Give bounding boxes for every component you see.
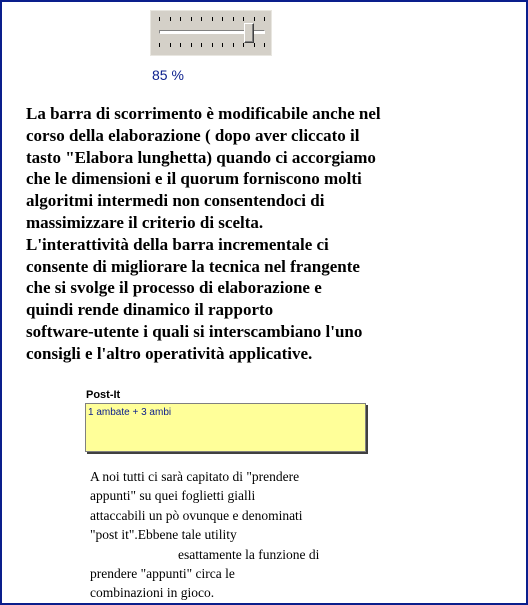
slider-tick: [191, 17, 192, 21]
postit-explanation-text: [90, 467, 380, 603]
description-line: consente di migliorare la tecnica nel frangente: [26, 256, 360, 276]
slider-tick: [180, 17, 181, 21]
note-line: prendere "appunti" circa le: [90, 566, 235, 582]
description-line: La barra di scorrimento è modificabile anche nel: [26, 104, 381, 123]
slider-ticks-top: [159, 17, 265, 21]
slider-tick: [170, 43, 171, 47]
description-line: corso della elaborazione ( dopo aver cliccato il: [26, 125, 360, 145]
slider-tick: [243, 43, 244, 47]
description-line: massimizzare il criterio di scelta.: [26, 212, 264, 232]
description-line: che le dimensioni e il quorum forniscono molti: [26, 169, 362, 189]
note-line: "post it".Ebbene tale utility: [90, 527, 237, 543]
slider-tick: [233, 17, 234, 21]
slider-tick: [191, 43, 192, 47]
slider-tick: [201, 17, 202, 21]
note-line: A noi tutti ci sarà capitato di "prendere: [90, 469, 300, 484]
description-line: quindi rende dinamico il rapporto: [26, 300, 274, 320]
slider-tick: [222, 43, 223, 47]
note-line: combinazioni in gioco.: [90, 585, 215, 601]
description-line: algoritmi intermedi non consentendoci di: [26, 191, 325, 211]
slider-percent-label: 85 %: [152, 67, 184, 83]
postit-textarea[interactable]: 1 ambate + 3 ambi: [85, 403, 366, 452]
slider-tick: [264, 43, 265, 47]
slider-tick: [212, 43, 213, 47]
slider-tick: [233, 43, 234, 47]
slider-tick: [243, 17, 244, 21]
slider-tick: [170, 17, 171, 21]
slider-tick: [254, 17, 255, 21]
slider-thumb[interactable]: [244, 23, 254, 43]
slider-ticks-bottom: [159, 43, 265, 47]
slider-tick: [201, 43, 202, 47]
description-text: [26, 103, 446, 365]
description-line: consigli e l'altro operatività applicative.: [26, 343, 313, 363]
description-line: L'interattività della barra incrementale ci: [26, 234, 329, 254]
description-line: software-utente i quali si interscambiano l'uno: [26, 321, 363, 341]
percentage-slider[interactable]: [150, 10, 272, 56]
note-line: esattamente la funzione di: [178, 546, 320, 562]
postit-title: Post-It: [86, 389, 121, 401]
slider-tick: [222, 17, 223, 21]
description-line: che si svolge il processo di elaborazione e: [26, 278, 322, 298]
slider-tick: [180, 43, 181, 47]
slider-tick: [212, 17, 213, 21]
description-line: tasto "Elabora lunghetta) quando ci accorgiamo: [26, 147, 376, 167]
slider-tick: [264, 17, 265, 21]
slider-tick: [159, 17, 160, 21]
slider-tick: [254, 43, 255, 47]
note-line: attaccabili un pò ovunque e denominati: [90, 507, 303, 523]
note-line: appunti" su quei foglietti gialli: [90, 488, 256, 504]
slider-tick: [159, 43, 160, 47]
